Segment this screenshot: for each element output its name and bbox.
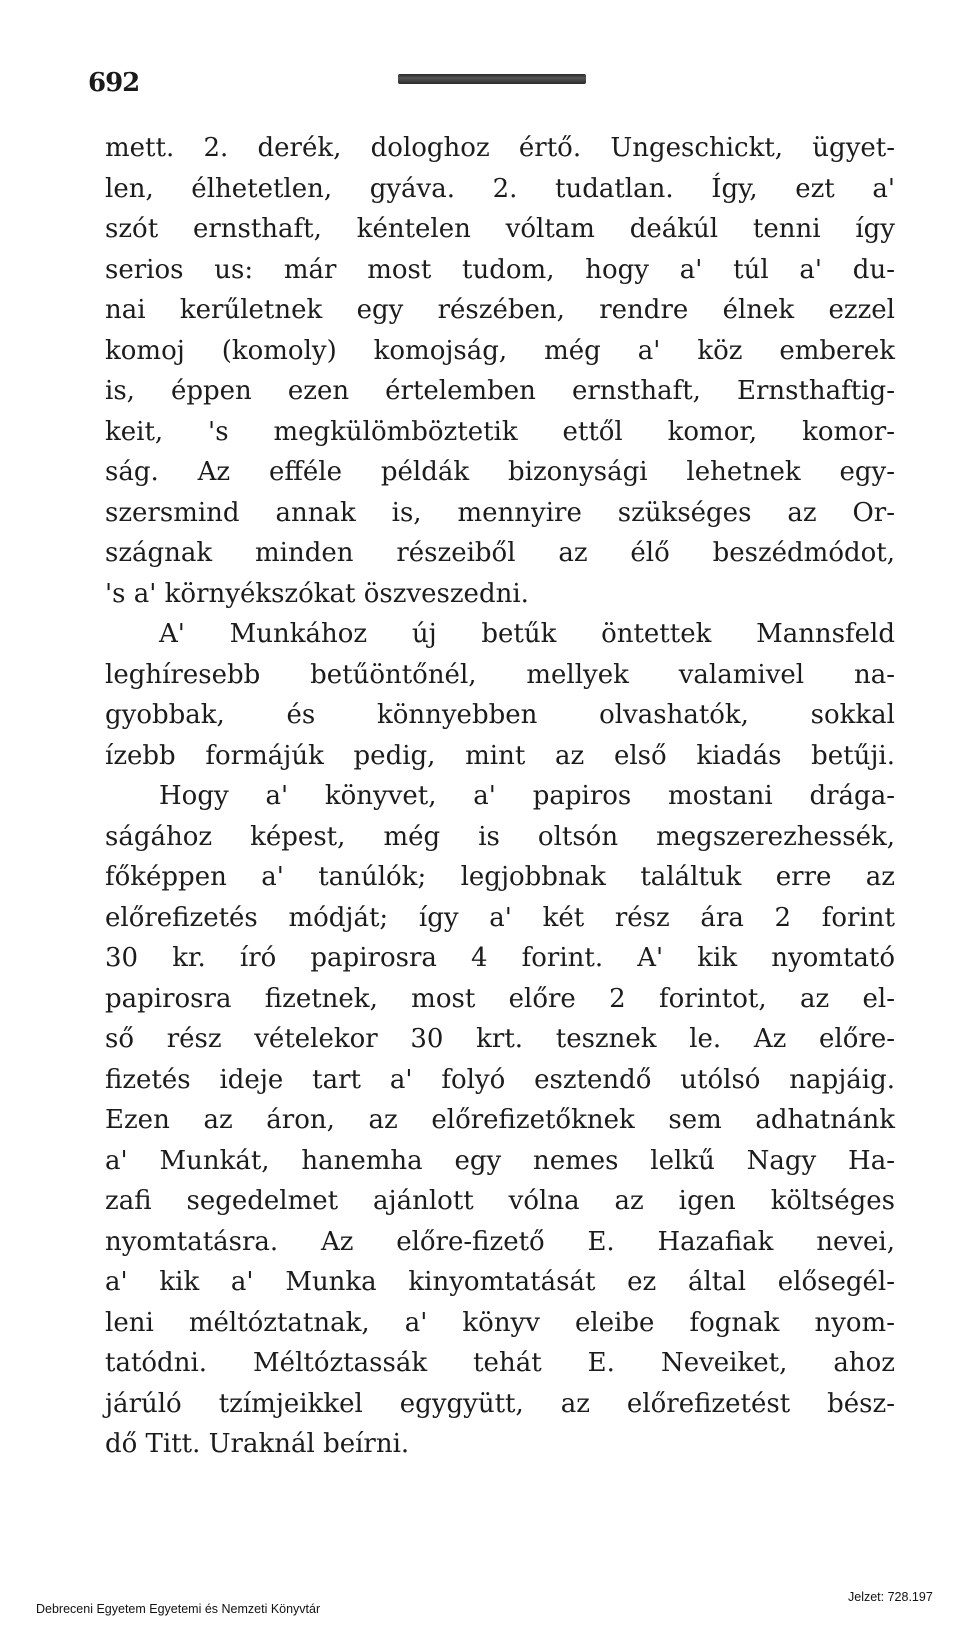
text-line: mett. 2. derék, dologhoz értő. Ungeschickt, ügyet- (105, 133, 895, 163)
text-line: Hogy a' könyvet, a' papiros mostani drága- (159, 781, 895, 811)
text-line: len, élhetetlen, gyáva. 2. tudatlan. Így, ezt a' (105, 173, 895, 204)
text-line: szersmind annak is, mennyire szükséges az Or- (105, 497, 895, 528)
text-line: előrefizetés módját; így a' két rész ára 2 forint (105, 902, 895, 933)
text-line: 's a' környékszókat öszveszedni. (105, 578, 529, 609)
text-line: serios us: már most tudom, hogy a' túl a' du- (105, 254, 895, 285)
text-line: főképpen a' tanúlók; legjobbnak találtuk erre az (105, 862, 895, 892)
text-line: fizetés ideje tart a' folyó esztendő utólsó napjáig. (105, 1064, 895, 1095)
paragraph (105, 776, 895, 1465)
library-credit: Debreceni Egyetem Egyetemi és Nemzeti Könyvtár (36, 1602, 321, 1616)
text-line: ság. Az efféle példák bizonysági lehetnek egy- (105, 457, 895, 487)
text-line: dő Titt. Uraknál beírni. (105, 1429, 410, 1459)
text-line: ízebb formájúk pedig, mint az első kiadás betűji. (105, 740, 895, 771)
text-line: Ezen az áron, az előrefizetőknek sem adhatnánk (105, 1105, 895, 1135)
text-line: komoj (komoly) komojság, még a' köz emberek (105, 335, 895, 366)
header-rule (398, 74, 586, 84)
body-text (105, 128, 895, 1465)
text-line: nai kerűletnek egy részében, rendre élnek ezzel (105, 295, 895, 325)
paragraph (105, 614, 895, 776)
text-line: 30 kr. író papirosra 4 forint. A' kik nyomtató (105, 943, 895, 973)
text-line: a' kik a' Munka kinyomtatását ez által elősegél- (105, 1267, 895, 1297)
text-line: leghíresebb betűöntőnél, mellyek valamivel na- (105, 659, 895, 690)
text-line: keit, 's megkülömböztetik ettől komor, komor- (105, 416, 895, 447)
text-line: gyobbak, és könnyebben olvashatók, sokkal (105, 700, 895, 730)
page-number: 692 (88, 68, 140, 98)
text-line: szót ernsthaft, kéntelen vóltam deákúl tenni így (105, 214, 895, 244)
text-line: nyomtatásra. Az előre-fizető E. Hazafiak nevei, (105, 1226, 895, 1257)
text-line: is, éppen ezen értelemben ernsthaft, Ernsthaftig- (105, 376, 895, 406)
text-line: szágnak minden részeiből az élő beszédmódot, (105, 538, 895, 568)
text-line: járúló tzímjeikkel egygyütt, az előrefizetést bész- (105, 1388, 895, 1419)
text-line: a' Munkát, hanemha egy nemes lelkű Nagy Ha- (105, 1145, 895, 1176)
text-line: papirosra fizetnek, most előre 2 forintot, az el- (105, 983, 895, 1014)
text-line: leni méltóztatnak, a' könyv eleibe fognak nyom- (105, 1307, 895, 1338)
text-line: tatódni. Méltóztassák tehát E. Neveiket, ahoz (105, 1348, 895, 1378)
text-line: zafi segedelmet ajánlott vólna az igen költséges (105, 1186, 895, 1216)
shelfmark: Jelzet: 728.197 (848, 1590, 933, 1604)
text-line: ságához képest, még is oltsón megszerezhessék, (105, 821, 895, 852)
text-line: A' Munkához új betűk öntettek Mannsfeld (159, 619, 895, 649)
text-line: ső rész vételekor 30 krt. tesznek le. Az előre- (105, 1024, 895, 1054)
paragraph (105, 128, 895, 614)
